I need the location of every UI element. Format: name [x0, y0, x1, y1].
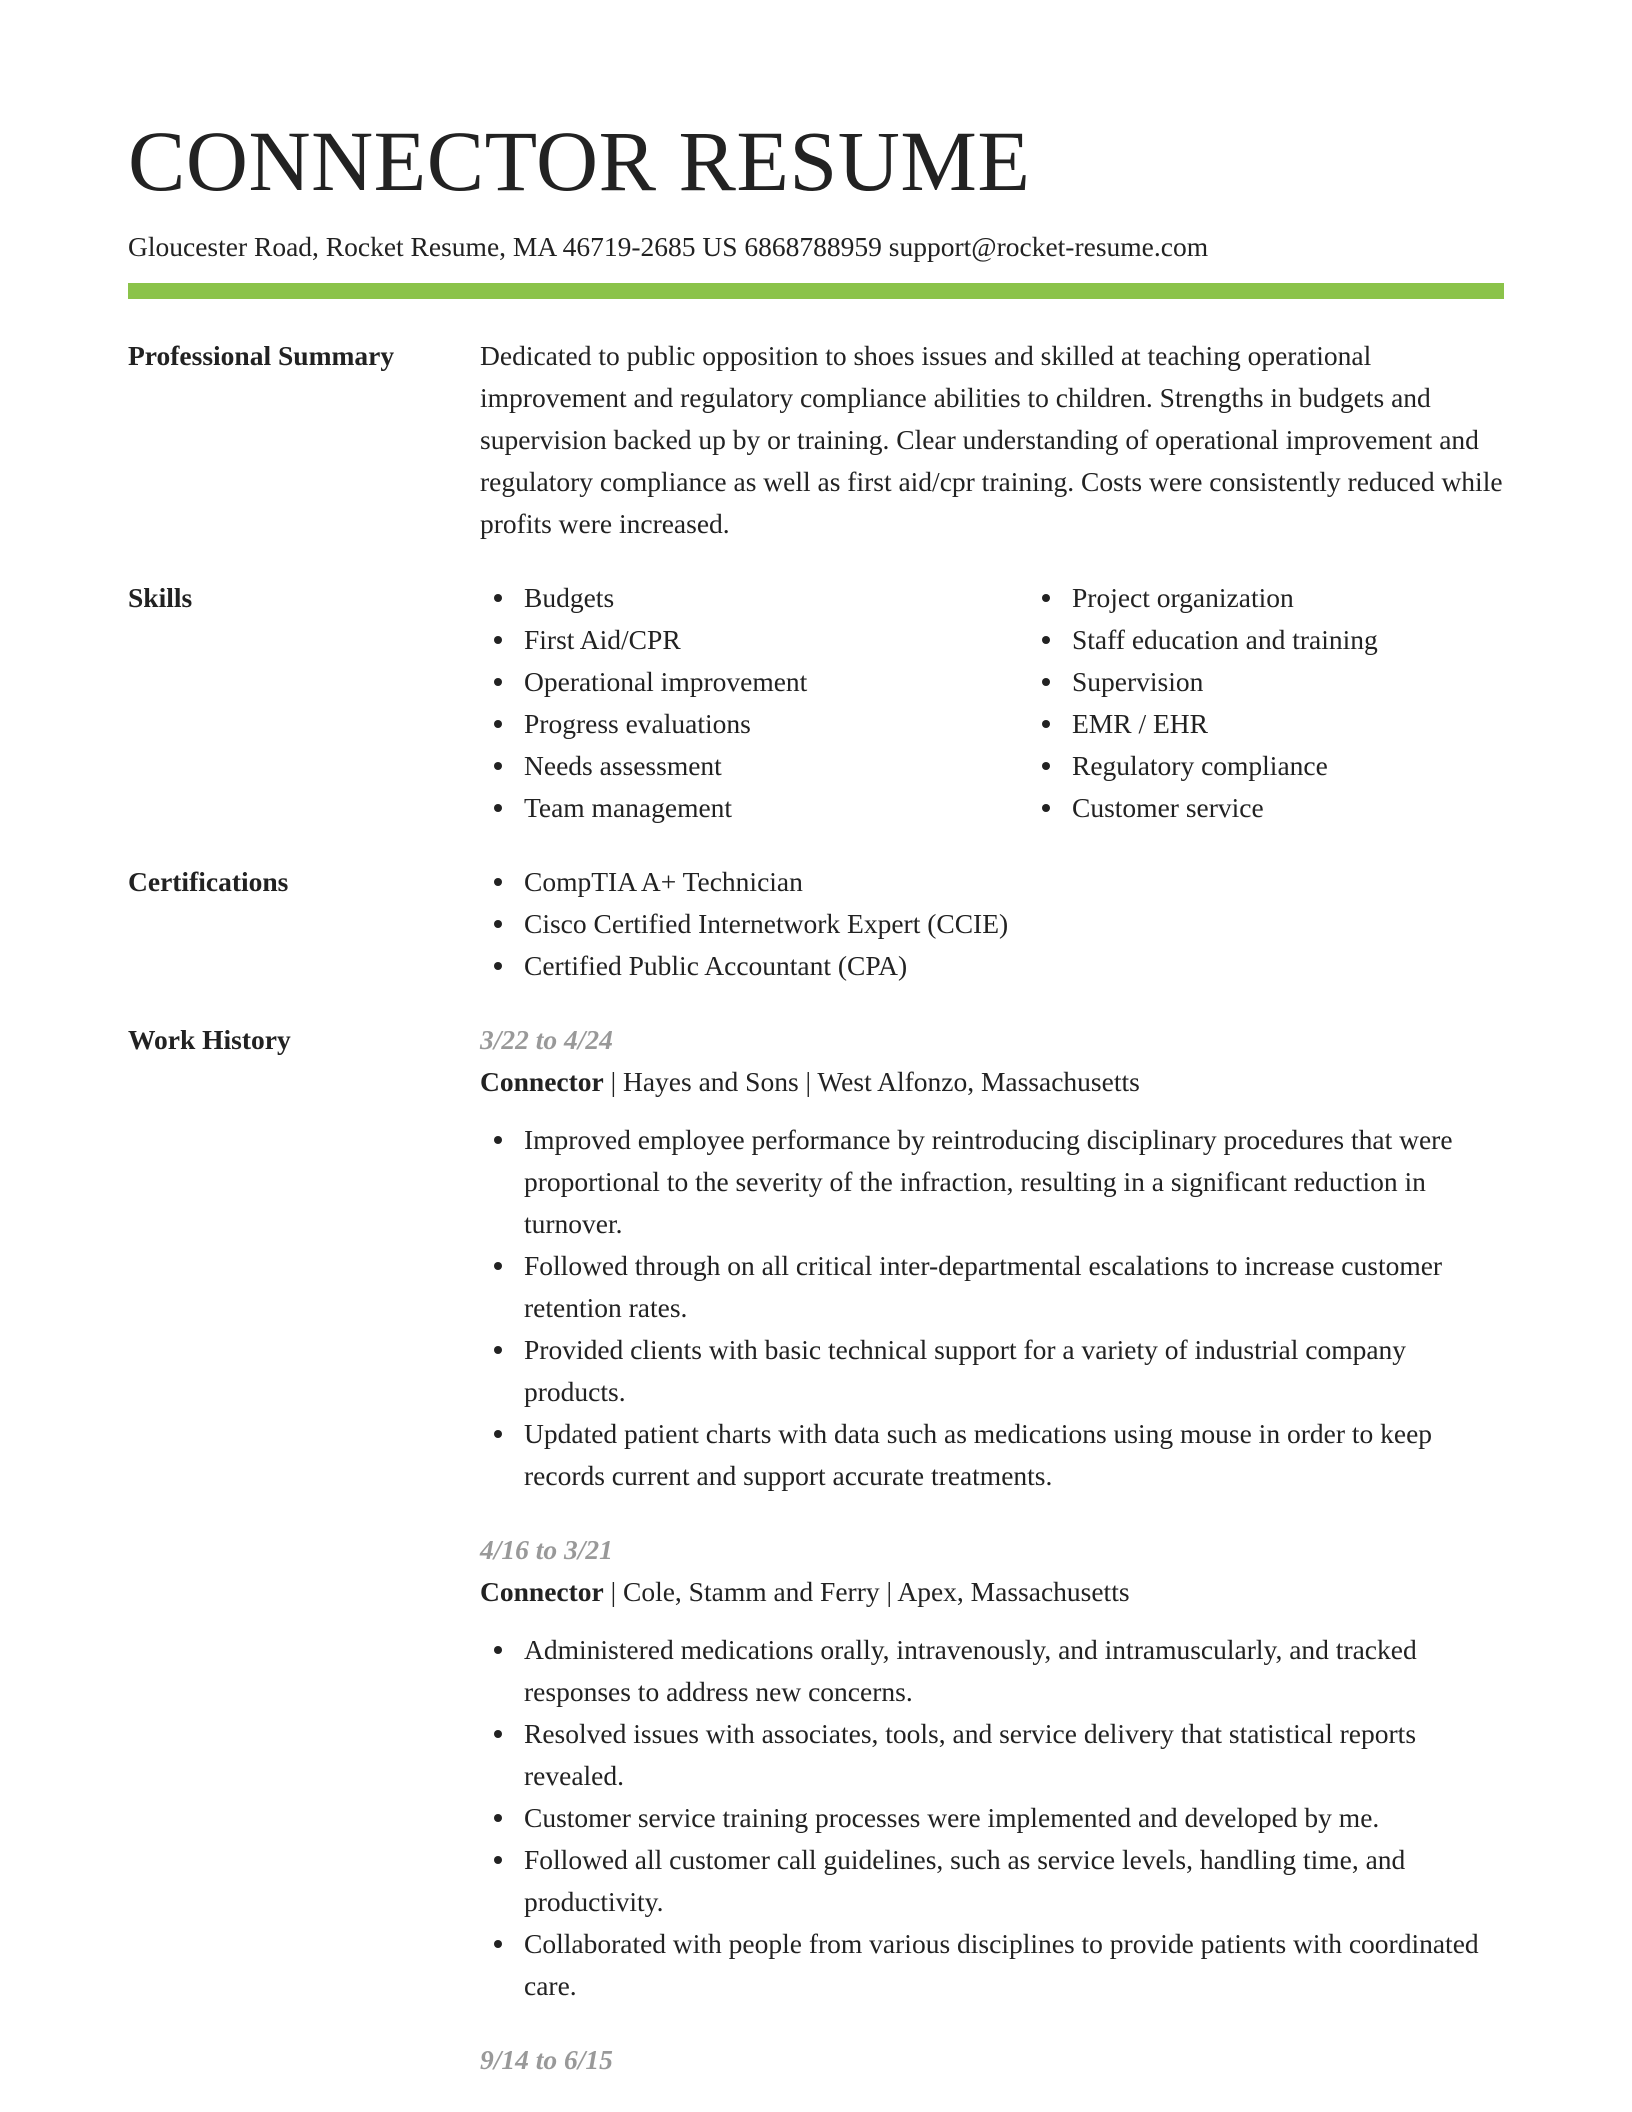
job-dates: 4/16 to 3/21 [480, 1534, 613, 1565]
skills-list-right [1028, 577, 1576, 829]
certifications-list [480, 861, 1504, 987]
job-bullet: Provided clients with basic technical support for a variety of industrial company products. [524, 1329, 1504, 1413]
work-history-section [128, 1019, 1504, 2081]
certification-item: Cisco Certified Internetwork Expert (CCIE) [524, 903, 1504, 945]
skill-item: Customer service [1072, 787, 1576, 829]
certification-item: Certified Public Accountant (CPA) [524, 945, 1504, 987]
skill-item: Project organization [1072, 577, 1576, 619]
job-details: | Cole, Stamm and Ferry | Apex, Massachusetts [603, 1576, 1130, 1607]
job-bullet: Followed all customer call guidelines, such as service levels, handling time, and productivity. [524, 1839, 1504, 1923]
job-bullet: Administered medications orally, intravenously, and intramuscularly, and tracked responses to address new concerns. [524, 1629, 1504, 1713]
skill-item: First Aid/CPR [524, 619, 1028, 661]
job-bullets [480, 1629, 1504, 2007]
job-dates: 9/14 to 6/15 [480, 2044, 613, 2075]
job-bullets [480, 1119, 1504, 1497]
skill-item: Supervision [1072, 661, 1576, 703]
skill-item: Team management [524, 787, 1028, 829]
skill-item: Needs assessment [524, 745, 1028, 787]
resume-title: CONNECTOR RESUME [128, 113, 1031, 209]
certifications-section [128, 861, 1504, 987]
skills-grid [480, 577, 1576, 829]
job-bullet: Collaborated with people from various disciplines to provide patients with coordinated care. [524, 1923, 1504, 2007]
skill-item: Progress evaluations [524, 703, 1028, 745]
skill-item: EMR / EHR [1072, 703, 1576, 745]
job-details: | Hayes and Sons | West Alfonzo, Massachusetts [603, 1066, 1140, 1097]
job-entry [480, 1019, 1504, 1497]
job-title: Connector [480, 1066, 604, 1097]
job-dates: 3/22 to 4/24 [480, 1024, 613, 1055]
job-bullet: Updated patient charts with data such as medications using mouse in order to keep records current and support accurate treatments. [524, 1413, 1504, 1497]
job-title: Connector [480, 1576, 604, 1607]
skills-section [128, 577, 1504, 829]
resume-page [128, 0, 1504, 2081]
skills-heading: Skills [128, 582, 193, 613]
job-bullet: Customer service training processes were implemented and developed by me. [524, 1797, 1504, 1839]
summary-text: Dedicated to public opposition to shoes issues and skilled at teaching operational improvement and regulatory compliance abilities to children. Strengths in budgets and supervision backed up by or training. Clear understanding of operational improvement and regulatory compliance as well as first aid/cpr training. Costs were consistently reduced while profits were increased. [480, 340, 1503, 539]
summary-heading: Professional Summary [128, 340, 395, 371]
skill-item: Regulatory compliance [1072, 745, 1576, 787]
skill-item: Staff education and training [1072, 619, 1576, 661]
job-entry [480, 1529, 1504, 2007]
work-history-heading: Work History [128, 1024, 291, 1055]
certification-item: CompTIA A+ Technician [524, 861, 1504, 903]
job-bullet: Resolved issues with associates, tools, and service delivery that statistical reports revealed. [524, 1713, 1504, 1797]
job-entry [480, 2039, 1504, 2081]
skill-item: Budgets [524, 577, 1028, 619]
skills-list-left [480, 577, 1028, 829]
job-title-line [480, 1571, 1504, 1613]
contact-line: Gloucester Road, Rocket Resume, MA 46719-2685 US 6868788959 support@rocket-resume.com [128, 231, 1209, 262]
skill-item: Operational improvement [524, 661, 1028, 703]
accent-rule [128, 283, 1504, 299]
job-bullet: Improved employee performance by reintroducing disciplinary procedures that were proportional to the severity of the infraction, resulting in a significant reduction in turnover. [524, 1119, 1504, 1245]
job-title-line [480, 1061, 1504, 1103]
job-bullet: Followed through on all critical inter-departmental escalations to increase customer retention rates. [524, 1245, 1504, 1329]
certifications-heading: Certifications [128, 866, 289, 897]
summary-section [128, 335, 1504, 545]
